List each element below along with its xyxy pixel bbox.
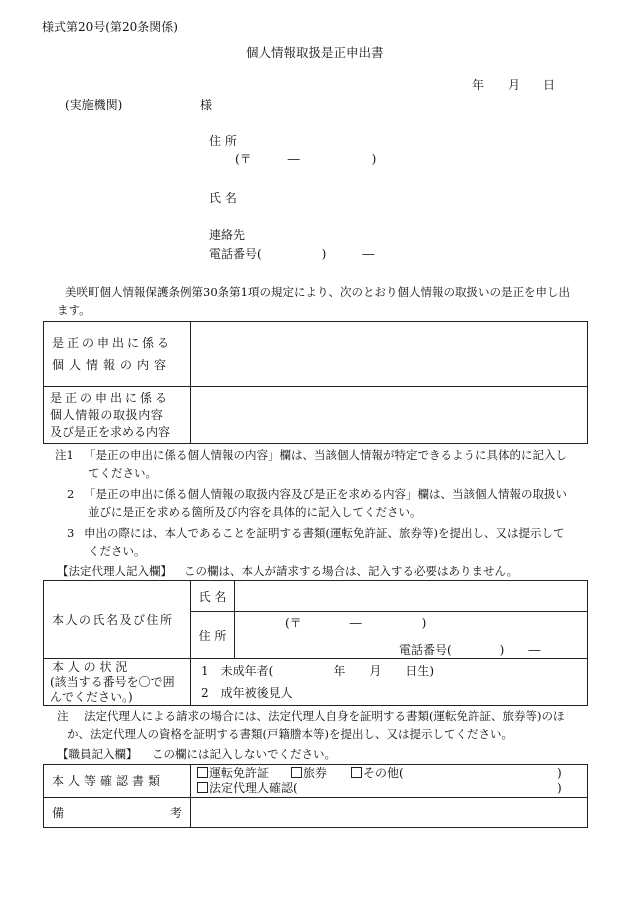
doc-other-close: ) bbox=[557, 766, 562, 780]
content-label-cell bbox=[44, 322, 191, 387]
rep-postal: (〒 ― ) bbox=[285, 616, 427, 630]
staff-table bbox=[43, 764, 588, 828]
status-option-minor[interactable]: 1 未成年者( 年 月 日生) bbox=[201, 664, 434, 678]
doc-option-other[interactable] bbox=[351, 766, 404, 781]
content-label-line-2: 個人情報の内容 bbox=[52, 358, 172, 372]
handling-input-cell[interactable] bbox=[191, 387, 588, 444]
checkbox-legal[interactable] bbox=[197, 782, 208, 793]
legal-rep-heading: 【法定代理人記入欄】 bbox=[57, 564, 172, 578]
note-2-line-2: 並びに是正を求める箇所及び内容を具体的に記入してください。 bbox=[88, 505, 422, 519]
note-1-line-2: てください。 bbox=[88, 466, 157, 480]
applicant-postal: (〒 ― ) bbox=[235, 152, 377, 166]
content-label-line-1: 是正の申出に係る bbox=[52, 336, 173, 350]
date-year: 年 bbox=[472, 78, 485, 92]
applicant-contact-label: 連絡先 bbox=[209, 228, 246, 242]
staff-heading: 【職員記入欄】 bbox=[57, 747, 138, 761]
remarks-label-cell bbox=[44, 798, 191, 828]
handling-label-cell bbox=[44, 387, 191, 444]
legal-rep-table bbox=[43, 580, 588, 706]
principal-label-cell bbox=[44, 581, 191, 659]
remarks-label-1: 備 bbox=[52, 805, 65, 820]
doc-option-passport[interactable] bbox=[291, 766, 327, 781]
checkbox-other[interactable] bbox=[351, 767, 362, 778]
recipient-label: (実施機関) bbox=[65, 98, 123, 112]
doc-legal-close: ) bbox=[557, 781, 562, 795]
rep-phone: 電話番号( ) ― bbox=[399, 643, 541, 657]
remarks-label bbox=[44, 802, 190, 824]
status-option-ward[interactable]: 2 成年被後見人 bbox=[201, 686, 293, 700]
doc-license-label: 運転免許証 bbox=[209, 766, 270, 780]
status-label-cell bbox=[44, 659, 191, 706]
form-number: 様式第20号(第20条関係) bbox=[42, 20, 178, 34]
doc-option-legal[interactable] bbox=[197, 781, 298, 796]
date-month: 月 bbox=[508, 78, 521, 92]
rep-address-input-cell[interactable] bbox=[235, 612, 588, 659]
doc-legal-label: 法定代理人確認( bbox=[209, 781, 298, 795]
rep-name-input-cell[interactable] bbox=[235, 581, 588, 612]
rep-address-label-cell bbox=[191, 612, 235, 659]
note-1-line-1: 「是正の申出に係る個人情報の内容」欄は、当該個人情報が特定できるように具体的に記入し bbox=[84, 448, 567, 462]
staff-heading-note: この欄には記入しないでください。 bbox=[152, 747, 336, 761]
docs-label-cell bbox=[44, 765, 191, 798]
date-day: 日 bbox=[543, 78, 556, 92]
checkbox-passport[interactable] bbox=[291, 767, 302, 778]
rep-name-label-cell bbox=[191, 581, 235, 612]
remarks-input-cell[interactable] bbox=[191, 798, 588, 828]
note-3-line-2: ください。 bbox=[88, 544, 146, 558]
docs-options-cell bbox=[191, 765, 588, 798]
legal-note-line-1: 法定代理人による請求の場合には、法定代理人自身を証明する書類(運転免許証、旅券等)のほ bbox=[84, 709, 565, 723]
remarks-label-2: 考 bbox=[169, 805, 182, 820]
recipient-honorific: 様 bbox=[200, 98, 213, 112]
legal-note-label: 注 bbox=[57, 709, 69, 723]
docs-label: 本人等確認書類 bbox=[52, 774, 165, 788]
rep-address-label: 住 所 bbox=[198, 628, 227, 643]
doc-other-label: その他( bbox=[363, 766, 404, 780]
intro-line-2: ます。 bbox=[57, 303, 91, 317]
doc-passport-label: 旅券 bbox=[303, 766, 328, 780]
handling-label-line-2: 個人情報の取扱内容 bbox=[50, 407, 164, 422]
content-input-cell[interactable] bbox=[191, 322, 588, 387]
handling-label-line-1: 是正の申出に係る bbox=[50, 390, 171, 405]
applicant-address-label: 住 所 bbox=[209, 134, 237, 148]
document-title: 個人情報取扱是正申出書 bbox=[246, 45, 384, 60]
rep-name-label: 氏 名 bbox=[198, 589, 227, 604]
status-options-cell bbox=[191, 659, 588, 706]
checkbox-license[interactable] bbox=[197, 767, 208, 778]
status-sub-line-1: (該当する番号を〇で囲 bbox=[50, 675, 175, 689]
note-2-label: 2 bbox=[67, 487, 75, 501]
handling-label-line-3: 及び是正を求める内容 bbox=[50, 424, 171, 439]
principal-label: 本人の氏名及び住所 bbox=[52, 612, 174, 627]
applicant-name-label: 氏 名 bbox=[209, 191, 237, 205]
note-2-line-1: 「是正の申出に係る個人情報の取扱内容及び是正を求める内容」欄は、当該個人情報の取扱い bbox=[84, 487, 567, 501]
intro-line-1: 美咲町個人情報保護条例第30条第1項の規定により、次のとおり個人情報の取扱いの是正を申し出 bbox=[65, 285, 570, 299]
note-1-label: 注1 bbox=[55, 448, 74, 462]
legal-rep-heading-note: この欄は、本人が請求する場合は、記入する必要はありません。 bbox=[184, 564, 519, 578]
status-sub-line-2: んでください。) bbox=[50, 690, 133, 704]
doc-option-license[interactable] bbox=[197, 766, 269, 781]
applicant-phone: 電話番号( ) ― bbox=[209, 247, 375, 261]
legal-note-line-2: か、法定代理人の資格を証明する書類(戸籍謄本等)を提出し、又は提示してください。 bbox=[67, 727, 513, 741]
note-3-line-1: 申出の際には、本人であることを証明する書類(運転免許証、旅券等)を提出し、又は提示して bbox=[84, 526, 565, 540]
correction-table bbox=[43, 321, 588, 444]
note-3-label: 3 bbox=[67, 526, 75, 540]
status-label: 本 人 の 状 況 bbox=[52, 660, 128, 674]
